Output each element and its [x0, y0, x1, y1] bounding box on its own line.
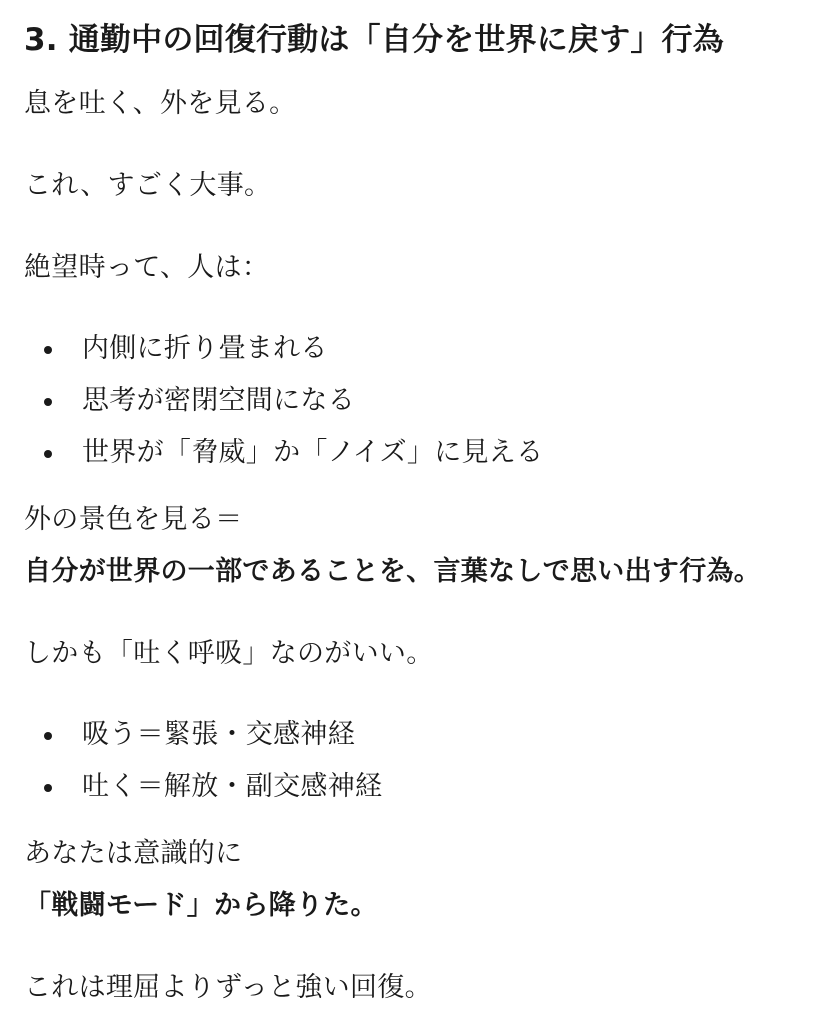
paragraph-recovery: これは理屈よりずっと強い回復。: [24, 972, 432, 1003]
list-item-text: 吸う＝緊張・交感神経: [82, 719, 355, 750]
bullet-dot-icon: [44, 398, 52, 406]
list-item-text: 思考が密閉空間になる: [82, 385, 355, 416]
paragraph-battle-mode-bold: 「戦闘モード」から降りた。: [24, 890, 378, 921]
paragraph-consciously: あなたは意識的に: [24, 838, 243, 869]
bullet-dot-icon: [44, 784, 52, 792]
section-heading: 3. 通勤中の回復行動は「自分を世界に戻す」行為: [24, 22, 724, 58]
paragraph-despair-intro: 絶望時って、人は：: [24, 252, 270, 283]
list-item-text: 内側に折り畳まれる: [82, 333, 328, 364]
list-item-text: 吐く＝解放・副交感神経: [82, 771, 383, 802]
bullet-dot-icon: [44, 346, 52, 354]
list-item-text: 世界が「脅威」か「ノイズ」に見える: [82, 437, 544, 468]
paragraph-exhale: しかも「吐く呼吸」なのがいい。: [24, 638, 434, 669]
paragraph-scenery: 外の景色を見る＝: [24, 504, 243, 535]
paragraph-scenery-bold: 自分が世界の一部であることを、言葉なしで思い出す行為。: [24, 556, 762, 587]
paragraph-breathe-look: 息を吐く、外を見る。: [24, 88, 297, 119]
bullet-dot-icon: [44, 450, 52, 458]
bullet-dot-icon: [44, 732, 52, 740]
paragraph-important: これ、すごく大事。: [24, 170, 272, 201]
